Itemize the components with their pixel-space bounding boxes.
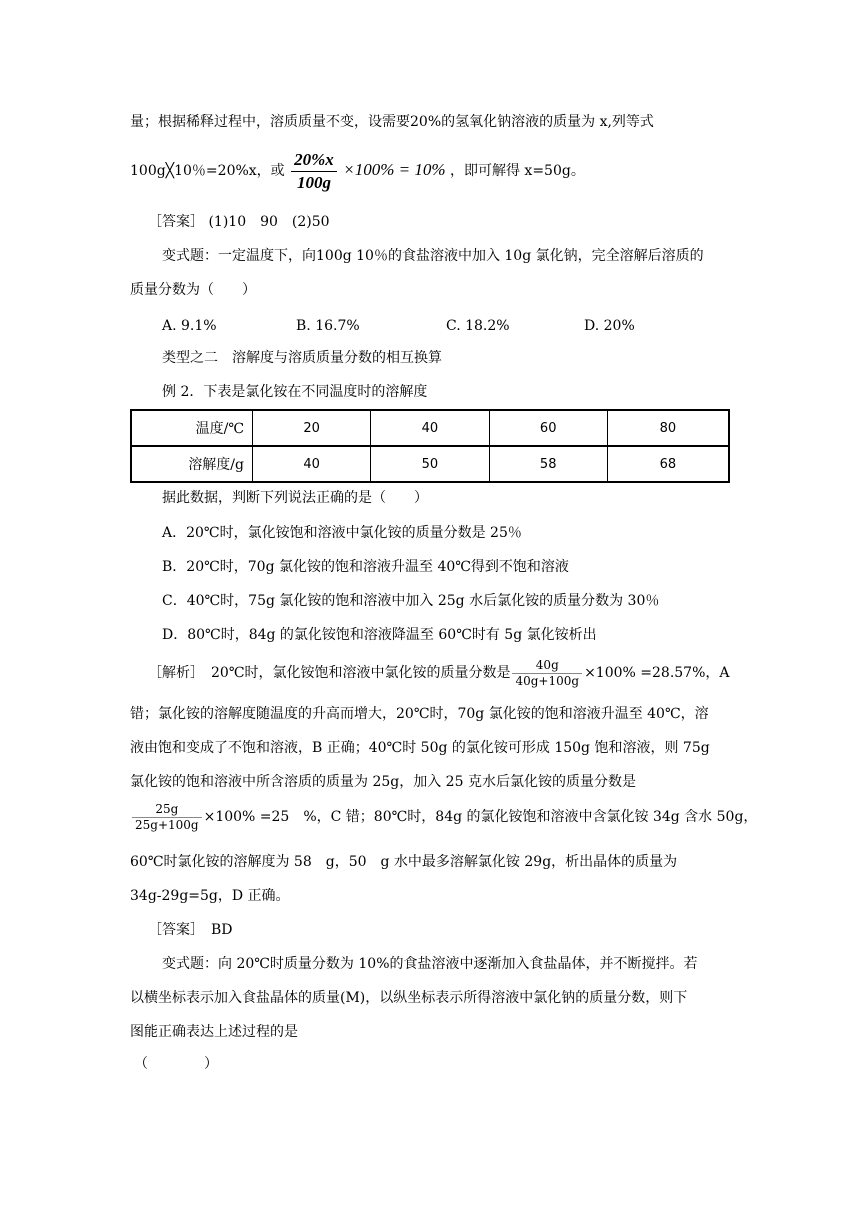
fraction-denominator: 40g+100g	[515, 673, 580, 688]
equation-prefix: 100g╳10％=20%x，或	[130, 163, 285, 179]
analysis-text: ×100% =25 %，C 错；80℃时，84g 的氯化铵饱和溶液中含氯化铵 34g 含水 50g，	[203, 809, 758, 825]
analysis-line-6: 60℃时氯化铵的溶解度为 58 g，50 g 水中最多溶解氯化铵 29g，析出晶体的质量为	[130, 854, 678, 870]
analysis-line-4: 氯化铵的饱和溶液中所含溶质的质量为 25g，加入 25 克水后氯化铵的质量分数是	[130, 774, 636, 790]
choice-d: D．80℃时，84g 的氯化铵饱和溶液降温至 60℃时有 5g 氯化铵析出	[162, 627, 597, 643]
table-cell: 68	[607, 446, 729, 482]
analysis-text: ［解析］ 20℃时，氯化铵饱和溶液中氯化铵的质量分数是	[148, 665, 511, 681]
solubility-table	[130, 409, 730, 483]
analysis-text: ×100% =28.57%，A	[584, 665, 730, 681]
table-cell: 40	[253, 446, 371, 482]
variant-question-2-cont: 以横坐标表示加入食盐晶体的质量(M)，以纵坐标表示所得溶液中氯化钠的质量分数，则下	[130, 990, 688, 1006]
option-d: D. 20%	[584, 318, 635, 334]
choice-b: B．20℃时，70g 氯化铵的饱和溶液升温至 40℃得到不饱和溶液	[162, 559, 569, 575]
table-cell: 20	[253, 410, 371, 446]
example-heading: 例 2．下表是氯化铵在不同温度时的溶解度	[162, 384, 428, 400]
analysis-fraction	[512, 658, 582, 689]
variant-question-1: 变式题：一定温度下，向100g 10％的食盐溶液中加入 10g 氯化钠，完全溶解后溶质的	[162, 248, 704, 264]
table-cell: 40	[371, 410, 489, 446]
table-row-label: 溶解度/g	[131, 446, 253, 482]
table-cell: 80	[607, 410, 729, 446]
table-cell: 60	[489, 410, 607, 446]
analysis-line-3: 液由饱和变成了不饱和溶液，B 正确；40℃时 50g 的氯化铵可形成 150g 饱和溶液，则 75g	[130, 740, 710, 756]
fraction-denominator: 100g	[296, 172, 331, 192]
choice-c: C．40℃时，75g 氯化铵的饱和溶液中加入 25g 水后氯化铵的质量分数为 30％	[162, 593, 660, 609]
option-b: B. 16.7%	[296, 318, 360, 334]
equation-suffix: ，即可解得 x=50g。	[449, 163, 585, 179]
equation-fraction	[291, 149, 337, 194]
variant-question-2-cont: 图能正确表达上述过程的是	[130, 1024, 298, 1040]
analysis-line-7: 34g-29g=5g，D 正确。	[130, 888, 290, 904]
table-cell: 50	[371, 446, 489, 482]
variant-question-2: 变式题：向 20℃时质量分数为 10%的食盐溶液中逐渐加入食盐晶体，并不断搅拌。若	[162, 956, 698, 972]
analysis-line-5	[130, 800, 757, 834]
analysis-fraction	[132, 802, 202, 833]
choice-a: A．20℃时，氯化铵饱和溶液中氯化铵的质量分数是 25％	[162, 525, 522, 541]
section-heading: 类型之二 溶解度与溶质质量分数的相互换算	[162, 350, 442, 366]
table-cell: 58	[489, 446, 607, 482]
fraction-denominator: 25g+100g	[135, 817, 199, 832]
answer-2: ［答案］ BD	[148, 922, 233, 938]
fraction-numerator: 25g	[132, 802, 202, 818]
table-row	[131, 410, 729, 446]
answer-1: ［答案］ (1)10 90 (2)50	[148, 214, 330, 230]
table-row	[131, 446, 729, 482]
equation-line	[130, 148, 585, 194]
question-stem: 据此数据，判断下列说法正确的是（ ）	[162, 490, 428, 506]
paragraph-text: 量；根据稀释过程中，溶质质量不变，设需要20%的氢氧化钠溶液的质量为 x,列等式	[130, 114, 654, 130]
table-row-label: 温度/℃	[131, 410, 253, 446]
option-c: C. 18.2%	[446, 318, 510, 334]
answer-blank: （ ）	[134, 1056, 218, 1072]
option-a: A. 9.1%	[162, 318, 217, 334]
equation-math: ×100% = 10%	[343, 160, 446, 179]
variant-question-1-cont: 质量分数为（ ）	[130, 282, 256, 298]
analysis-line-1	[148, 656, 730, 690]
analysis-line-2: 错；氯化铵的溶解度随温度的升高而增大，20℃时，70g 氯化铵的饱和溶液升温至 40℃，溶	[130, 706, 709, 722]
fraction-numerator: 40g	[512, 658, 582, 674]
fraction-numerator: 20%x	[291, 149, 337, 172]
